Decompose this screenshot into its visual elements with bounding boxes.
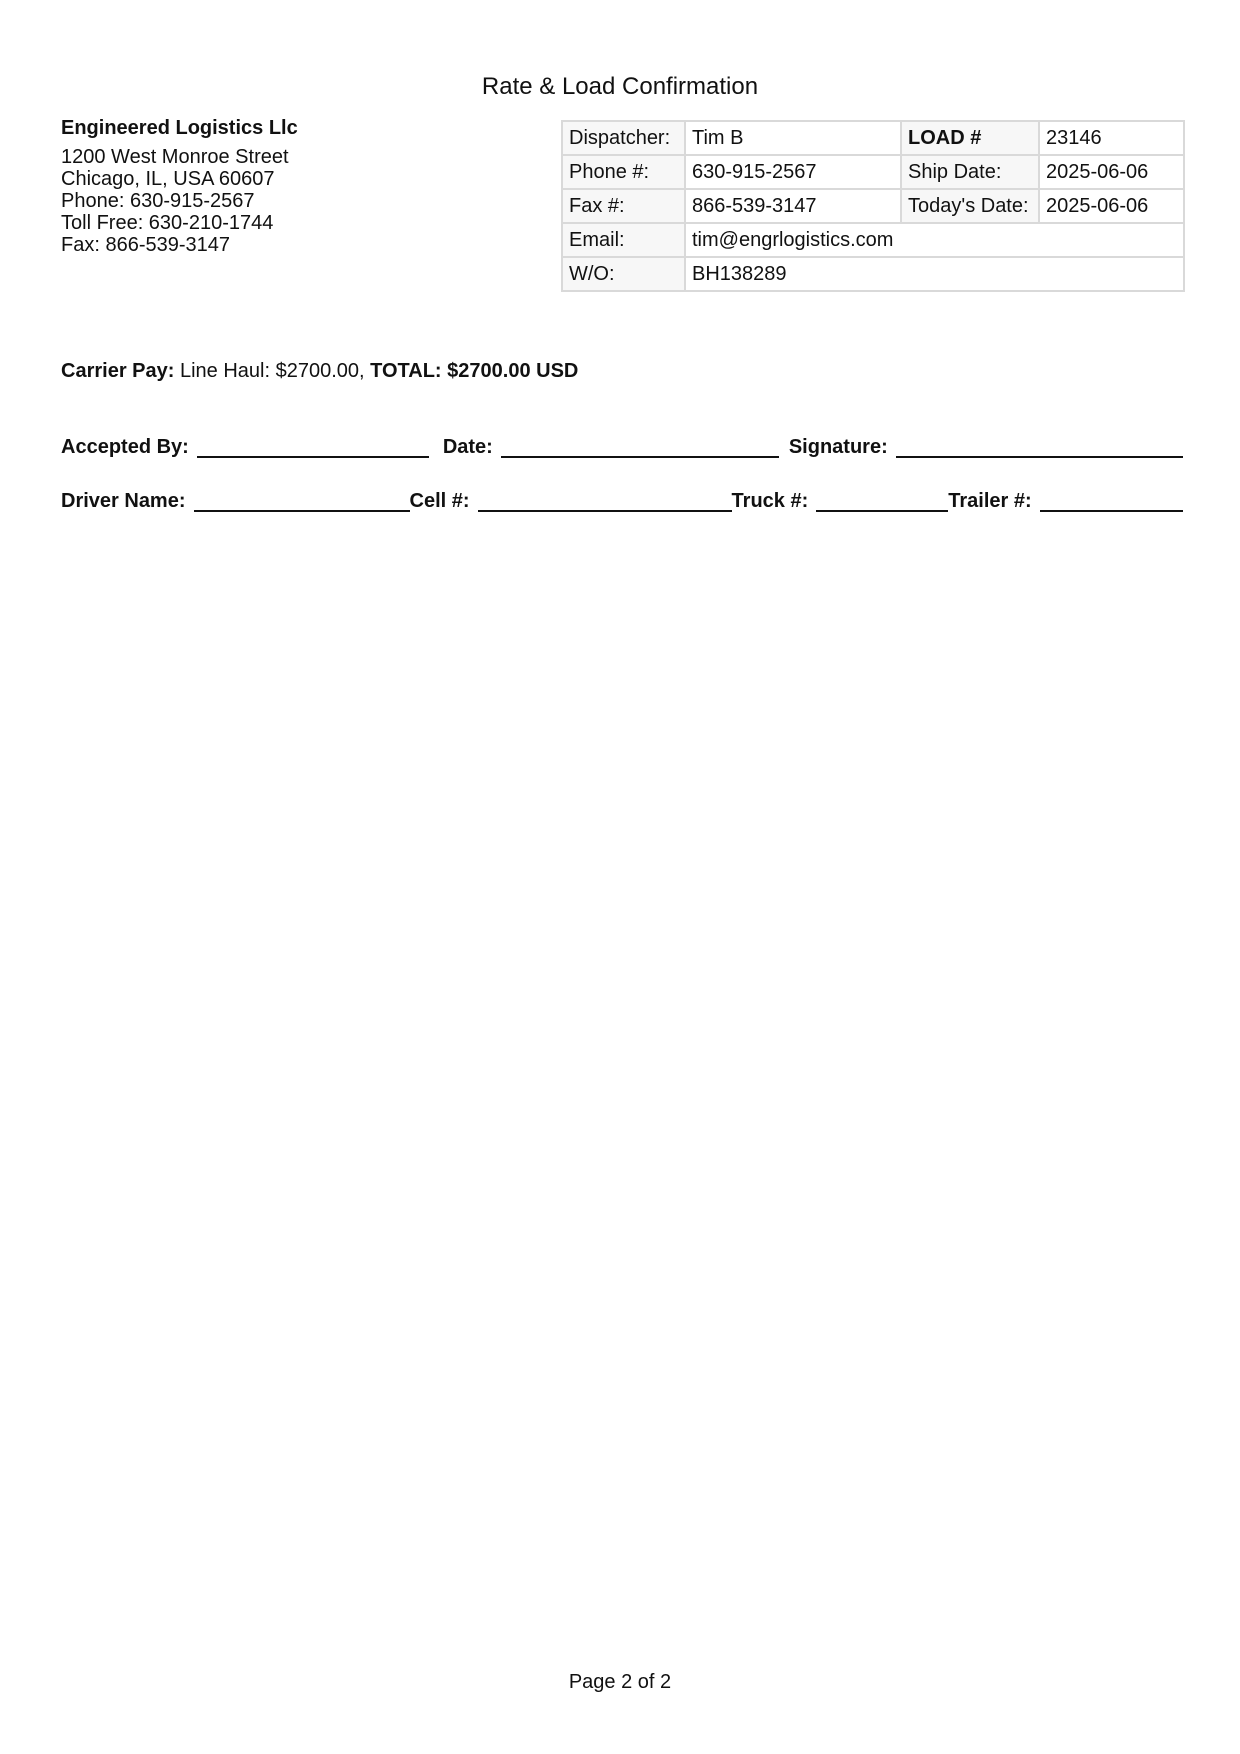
- table-row: [562, 155, 1184, 189]
- table-row: [562, 121, 1184, 155]
- truck-label: Truck #:: [731, 490, 809, 512]
- ship-date-label: Ship Date:: [901, 155, 1039, 189]
- wo-label: W/O:: [562, 257, 685, 291]
- email-value: tim@engrlogistics.com: [685, 223, 1184, 257]
- load-number-label: LOAD #: [901, 121, 1039, 155]
- carrier-pay: [61, 358, 578, 384]
- company-block: [61, 116, 298, 256]
- todays-date-label: Today's Date:: [901, 189, 1039, 223]
- company-name: Engineered Logistics Llc: [61, 117, 298, 139]
- date-label: Date:: [442, 436, 493, 458]
- company-phone: Phone: 630-915-2567: [61, 190, 255, 212]
- email-label: Email:: [562, 223, 685, 257]
- load-info-table: [561, 120, 1185, 292]
- phone-label: Phone #:: [562, 155, 685, 189]
- date-field[interactable]: [501, 434, 779, 458]
- carrier-pay-label: Carrier Pay:: [61, 360, 175, 382]
- total-amount: TOTAL: $2700.00 USD: [370, 360, 579, 382]
- dispatcher-label: Dispatcher:: [562, 121, 685, 155]
- table-row: [562, 257, 1184, 291]
- acceptance-row: [61, 434, 1183, 460]
- cell-label: Cell #:: [409, 490, 470, 512]
- ship-date-value: 2025-06-06: [1039, 155, 1184, 189]
- phone-value: 630-915-2567: [685, 155, 901, 189]
- line-haul-amount: Line Haul: $2700.00,: [179, 360, 365, 382]
- company-fax: Fax: 866-539-3147: [61, 234, 231, 256]
- truck-field[interactable]: [816, 488, 948, 512]
- cell-field[interactable]: [478, 488, 732, 512]
- trailer-field[interactable]: [1040, 488, 1183, 512]
- company-address-line1: 1200 West Monroe Street: [61, 146, 289, 168]
- company-address-line2: Chicago, IL, USA 60607: [61, 168, 275, 190]
- accepted-by-label: Accepted By:: [61, 436, 189, 458]
- fax-value: 866-539-3147: [685, 189, 901, 223]
- driver-name-label: Driver Name:: [61, 490, 186, 512]
- dispatcher-value: Tim B: [685, 121, 901, 155]
- signature-field[interactable]: [896, 434, 1183, 458]
- company-toll-free: Toll Free: 630-210-1744: [61, 212, 274, 234]
- accepted-by-field[interactable]: [197, 434, 429, 458]
- driver-row: [61, 488, 1183, 514]
- trailer-label: Trailer #:: [948, 490, 1032, 512]
- table-row: [562, 189, 1184, 223]
- page-title: Rate & Load Confirmation: [481, 73, 759, 100]
- load-number-value: 23146: [1039, 121, 1184, 155]
- signature-label: Signature:: [788, 436, 888, 458]
- driver-name-field[interactable]: [194, 488, 410, 512]
- fax-label: Fax #:: [562, 189, 685, 223]
- page-number: Page 2 of 2: [568, 1671, 672, 1693]
- wo-value: BH138289: [685, 257, 1184, 291]
- table-row: [562, 223, 1184, 257]
- todays-date-value: 2025-06-06: [1039, 189, 1184, 223]
